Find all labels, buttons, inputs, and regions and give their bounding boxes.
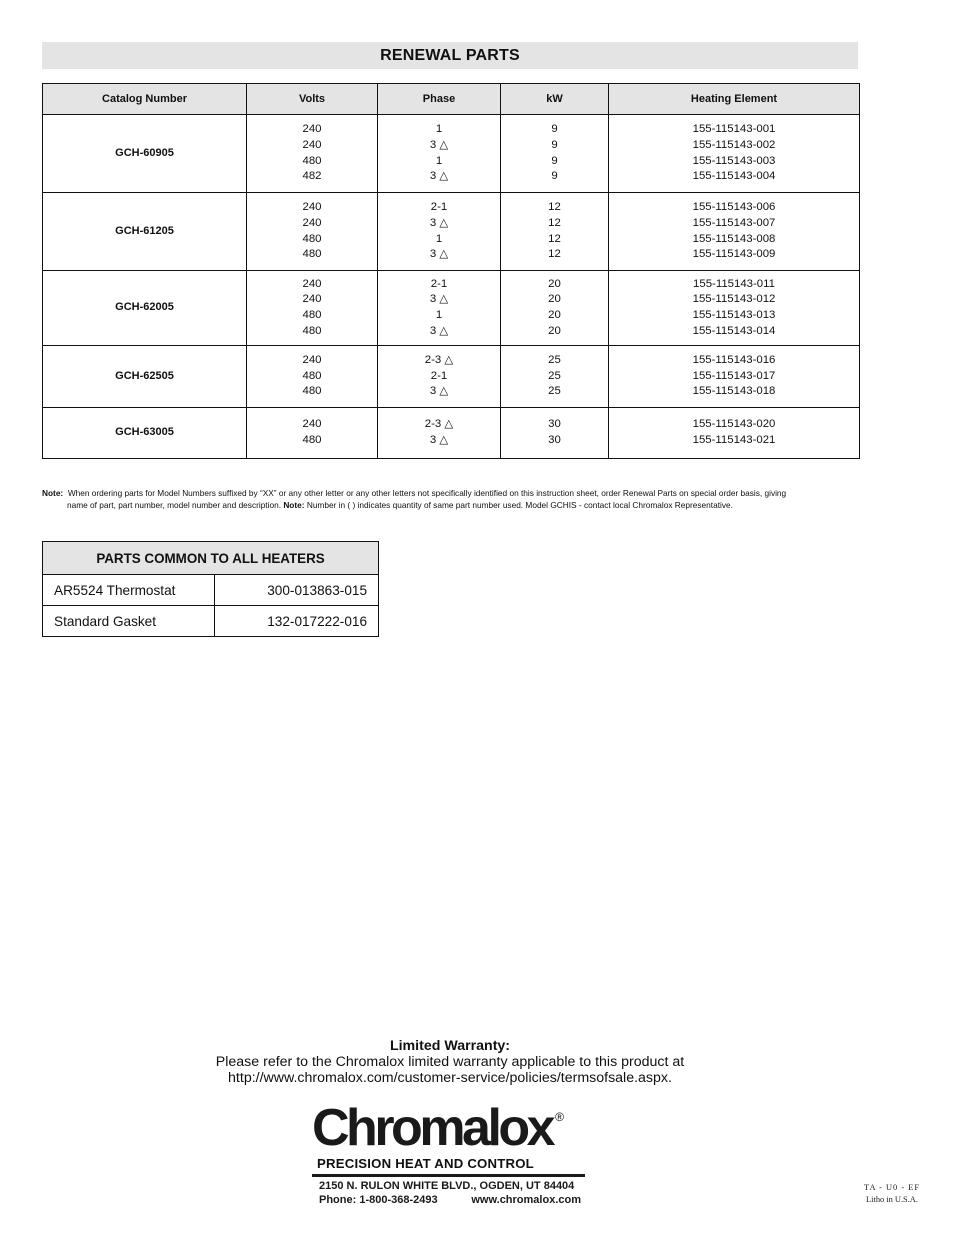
logo-tagline: PRECISION HEAT AND CONTROL (312, 1156, 585, 1177)
volts-value: 240 (302, 418, 322, 431)
phase-value: 1 (435, 154, 443, 167)
volts-value: 240 (302, 216, 322, 229)
note-text-1: When ordering parts for Model Numbers suffixed by “XX” or any other letter or any other letters not specifically identified on this instruction sheet, order Renewal Parts on special order basis, giving (67, 488, 787, 498)
volts-value: 240 (302, 138, 322, 151)
table-row (43, 408, 860, 459)
volts-value: 480 (302, 232, 322, 245)
document-code-text: TA - U0 - EF (864, 1183, 920, 1192)
common-part-name: Standard Gasket (43, 606, 215, 637)
kw-value: 25 (548, 385, 561, 398)
heating-element-value: 155-115143-011 (693, 277, 775, 290)
catalog-number-cell: GCH-62005 (43, 271, 247, 346)
common-parts-table (42, 541, 379, 637)
phase-value: 2-1 (430, 369, 448, 382)
phase-cell (378, 115, 501, 193)
volts-value: 240 (302, 277, 322, 290)
volts-value: 482 (302, 170, 322, 183)
phase-cell (378, 346, 501, 408)
kw-value: 9 (551, 170, 558, 183)
heating-element-cell (609, 408, 860, 459)
table-row (43, 271, 860, 346)
warranty-line-1: Please refer to the Chromalox limited warranty applicable to this product at (215, 1054, 685, 1070)
phase-value: 3 △ (429, 248, 449, 261)
renewal-parts-title: RENEWAL PARTS (42, 42, 858, 69)
phase-value: 1 (435, 309, 443, 321)
heating-element-value: 155-115143-012 (692, 293, 776, 306)
phase-value: 2-3 △ (424, 354, 454, 367)
kw-cell (501, 115, 609, 193)
phase-value: 2-1 (430, 277, 448, 290)
common-part-number: 132-017222-016 (215, 606, 379, 637)
volts-value: 480 (302, 324, 322, 337)
header-heating-element: Heating Element (609, 84, 860, 115)
heating-element-value: 155-115143-021 (692, 434, 776, 446)
kw-value: 20 (548, 293, 561, 306)
note-label: Note: (42, 488, 64, 498)
chromalox-logo (312, 1100, 592, 1177)
limited-warranty (200, 1038, 700, 1086)
heating-element-value: 155-115143-013 (692, 309, 776, 321)
phase-value: 3 △ (429, 324, 449, 337)
header-kw: kW (501, 84, 609, 115)
phase-value: 1 (435, 123, 443, 136)
volts-value: 240 (302, 123, 322, 136)
phase-value: 2-1 (430, 201, 448, 214)
catalog-number-cell: GCH-63005 (43, 408, 247, 459)
volts-cell (247, 193, 378, 271)
volts-cell (247, 271, 378, 346)
logo-wordmark: Chromalox (312, 1099, 553, 1157)
phase-cell (378, 408, 501, 459)
common-part-row (43, 575, 379, 606)
volts-cell (247, 346, 378, 408)
header-volts: Volts (247, 84, 378, 115)
heating-element-value: 155-115143-001 (692, 123, 776, 136)
heating-element-value: 155-115143-004 (692, 170, 776, 183)
heating-element-value: 155-115143-014 (692, 324, 776, 337)
volts-value: 480 (302, 434, 322, 446)
kw-value: 30 (548, 434, 561, 446)
litho-text: Litho in U.S.A. (866, 1195, 918, 1204)
catalog-number-cell: GCH-61205 (43, 193, 247, 271)
common-part-number: 300-013863-015 (215, 575, 379, 606)
heating-element-value: 155-115143-009 (692, 248, 776, 261)
kw-cell (501, 271, 609, 346)
kw-value: 9 (551, 138, 558, 151)
catalog-number-cell: GCH-60905 (43, 115, 247, 193)
phase-value: 3 △ (429, 293, 449, 306)
header-catalog-number: Catalog Number (43, 84, 247, 115)
kw-value: 25 (548, 369, 561, 382)
kw-value: 12 (548, 216, 561, 229)
table-row (43, 346, 860, 408)
address-website: www.chromalox.com (471, 1194, 581, 1206)
renewal-parts-table (42, 83, 860, 459)
volts-value: 240 (302, 354, 322, 367)
kw-cell (501, 193, 609, 271)
kw-cell (501, 346, 609, 408)
heating-element-value: 155-115143-016 (692, 354, 776, 367)
volts-value: 480 (302, 385, 322, 398)
kw-value: 30 (548, 418, 561, 431)
heating-element-value: 155-115143-003 (692, 154, 776, 167)
kw-value: 12 (548, 232, 561, 245)
phase-cell (378, 193, 501, 271)
common-parts-title: PARTS COMMON TO ALL HEATERS (43, 542, 379, 575)
table-row (43, 115, 860, 193)
volts-value: 480 (302, 248, 322, 261)
note-label-2: Note: (283, 500, 305, 510)
phase-cell (378, 271, 501, 346)
address-phone: Phone: 1-800-368-2493 (319, 1194, 438, 1206)
document-code (852, 1182, 932, 1206)
common-part-name: AR5524 Thermostat (43, 575, 215, 606)
phase-value: 3 △ (429, 434, 449, 446)
phase-value: 2-3 △ (424, 418, 454, 431)
kw-value: 9 (551, 123, 558, 136)
heating-element-value: 155-115143-008 (692, 232, 776, 245)
note-line-2 (42, 499, 842, 511)
kw-value: 12 (548, 201, 561, 214)
heating-element-cell (609, 193, 860, 271)
heating-element-cell (609, 346, 860, 408)
catalog-number-cell: GCH-62505 (43, 346, 247, 408)
kw-value: 9 (551, 154, 558, 167)
kw-value: 25 (548, 354, 561, 367)
volts-value: 240 (302, 201, 322, 214)
ordering-note (42, 487, 842, 511)
warranty-url: http://www.chromalox.com/customer-service/policies/termsofsale.aspx. (228, 1070, 672, 1086)
volts-value: 480 (302, 309, 322, 321)
heating-element-cell (609, 115, 860, 193)
heating-element-value: 155-115143-020 (692, 418, 776, 431)
note-text-2b: Number in ( ) indicates quantity of same part number used. Model GCHIS - contact local Chromalox Representative. (306, 500, 733, 510)
table-row (43, 193, 860, 271)
kw-value: 20 (548, 277, 561, 290)
heating-element-cell (609, 271, 860, 346)
phase-value: 3 △ (429, 170, 449, 183)
phase-value: 1 (435, 232, 443, 245)
phase-value: 3 △ (429, 216, 449, 229)
heating-element-value: 155-115143-002 (692, 138, 776, 151)
address-street: 2150 N. RULON WHITE BLVD., OGDEN, UT 84404 (319, 1180, 575, 1192)
heating-element-value: 155-115143-006 (692, 201, 776, 214)
kw-value: 20 (548, 309, 561, 321)
company-address (319, 1179, 589, 1207)
heating-element-value: 155-115143-018 (692, 385, 776, 398)
kw-value: 12 (548, 248, 561, 261)
common-part-row (43, 606, 379, 637)
warranty-title: Limited Warranty: (389, 1038, 511, 1054)
kw-value: 20 (548, 324, 561, 337)
phase-value: 3 △ (429, 385, 449, 398)
registered-mark: ® (555, 1110, 564, 1124)
renewal-header-row (43, 84, 860, 115)
heating-element-value: 155-115143-017 (692, 369, 776, 382)
volts-value: 480 (302, 154, 322, 167)
volts-value: 240 (302, 293, 322, 306)
volts-value: 480 (302, 369, 322, 382)
volts-cell (247, 115, 378, 193)
header-phase: Phase (378, 84, 501, 115)
volts-cell (247, 408, 378, 459)
heating-element-value: 155-115143-007 (692, 216, 776, 229)
phase-value: 3 △ (429, 138, 449, 151)
note-text-2a: name of part, part number, model number and description. (67, 500, 281, 510)
kw-cell (501, 408, 609, 459)
